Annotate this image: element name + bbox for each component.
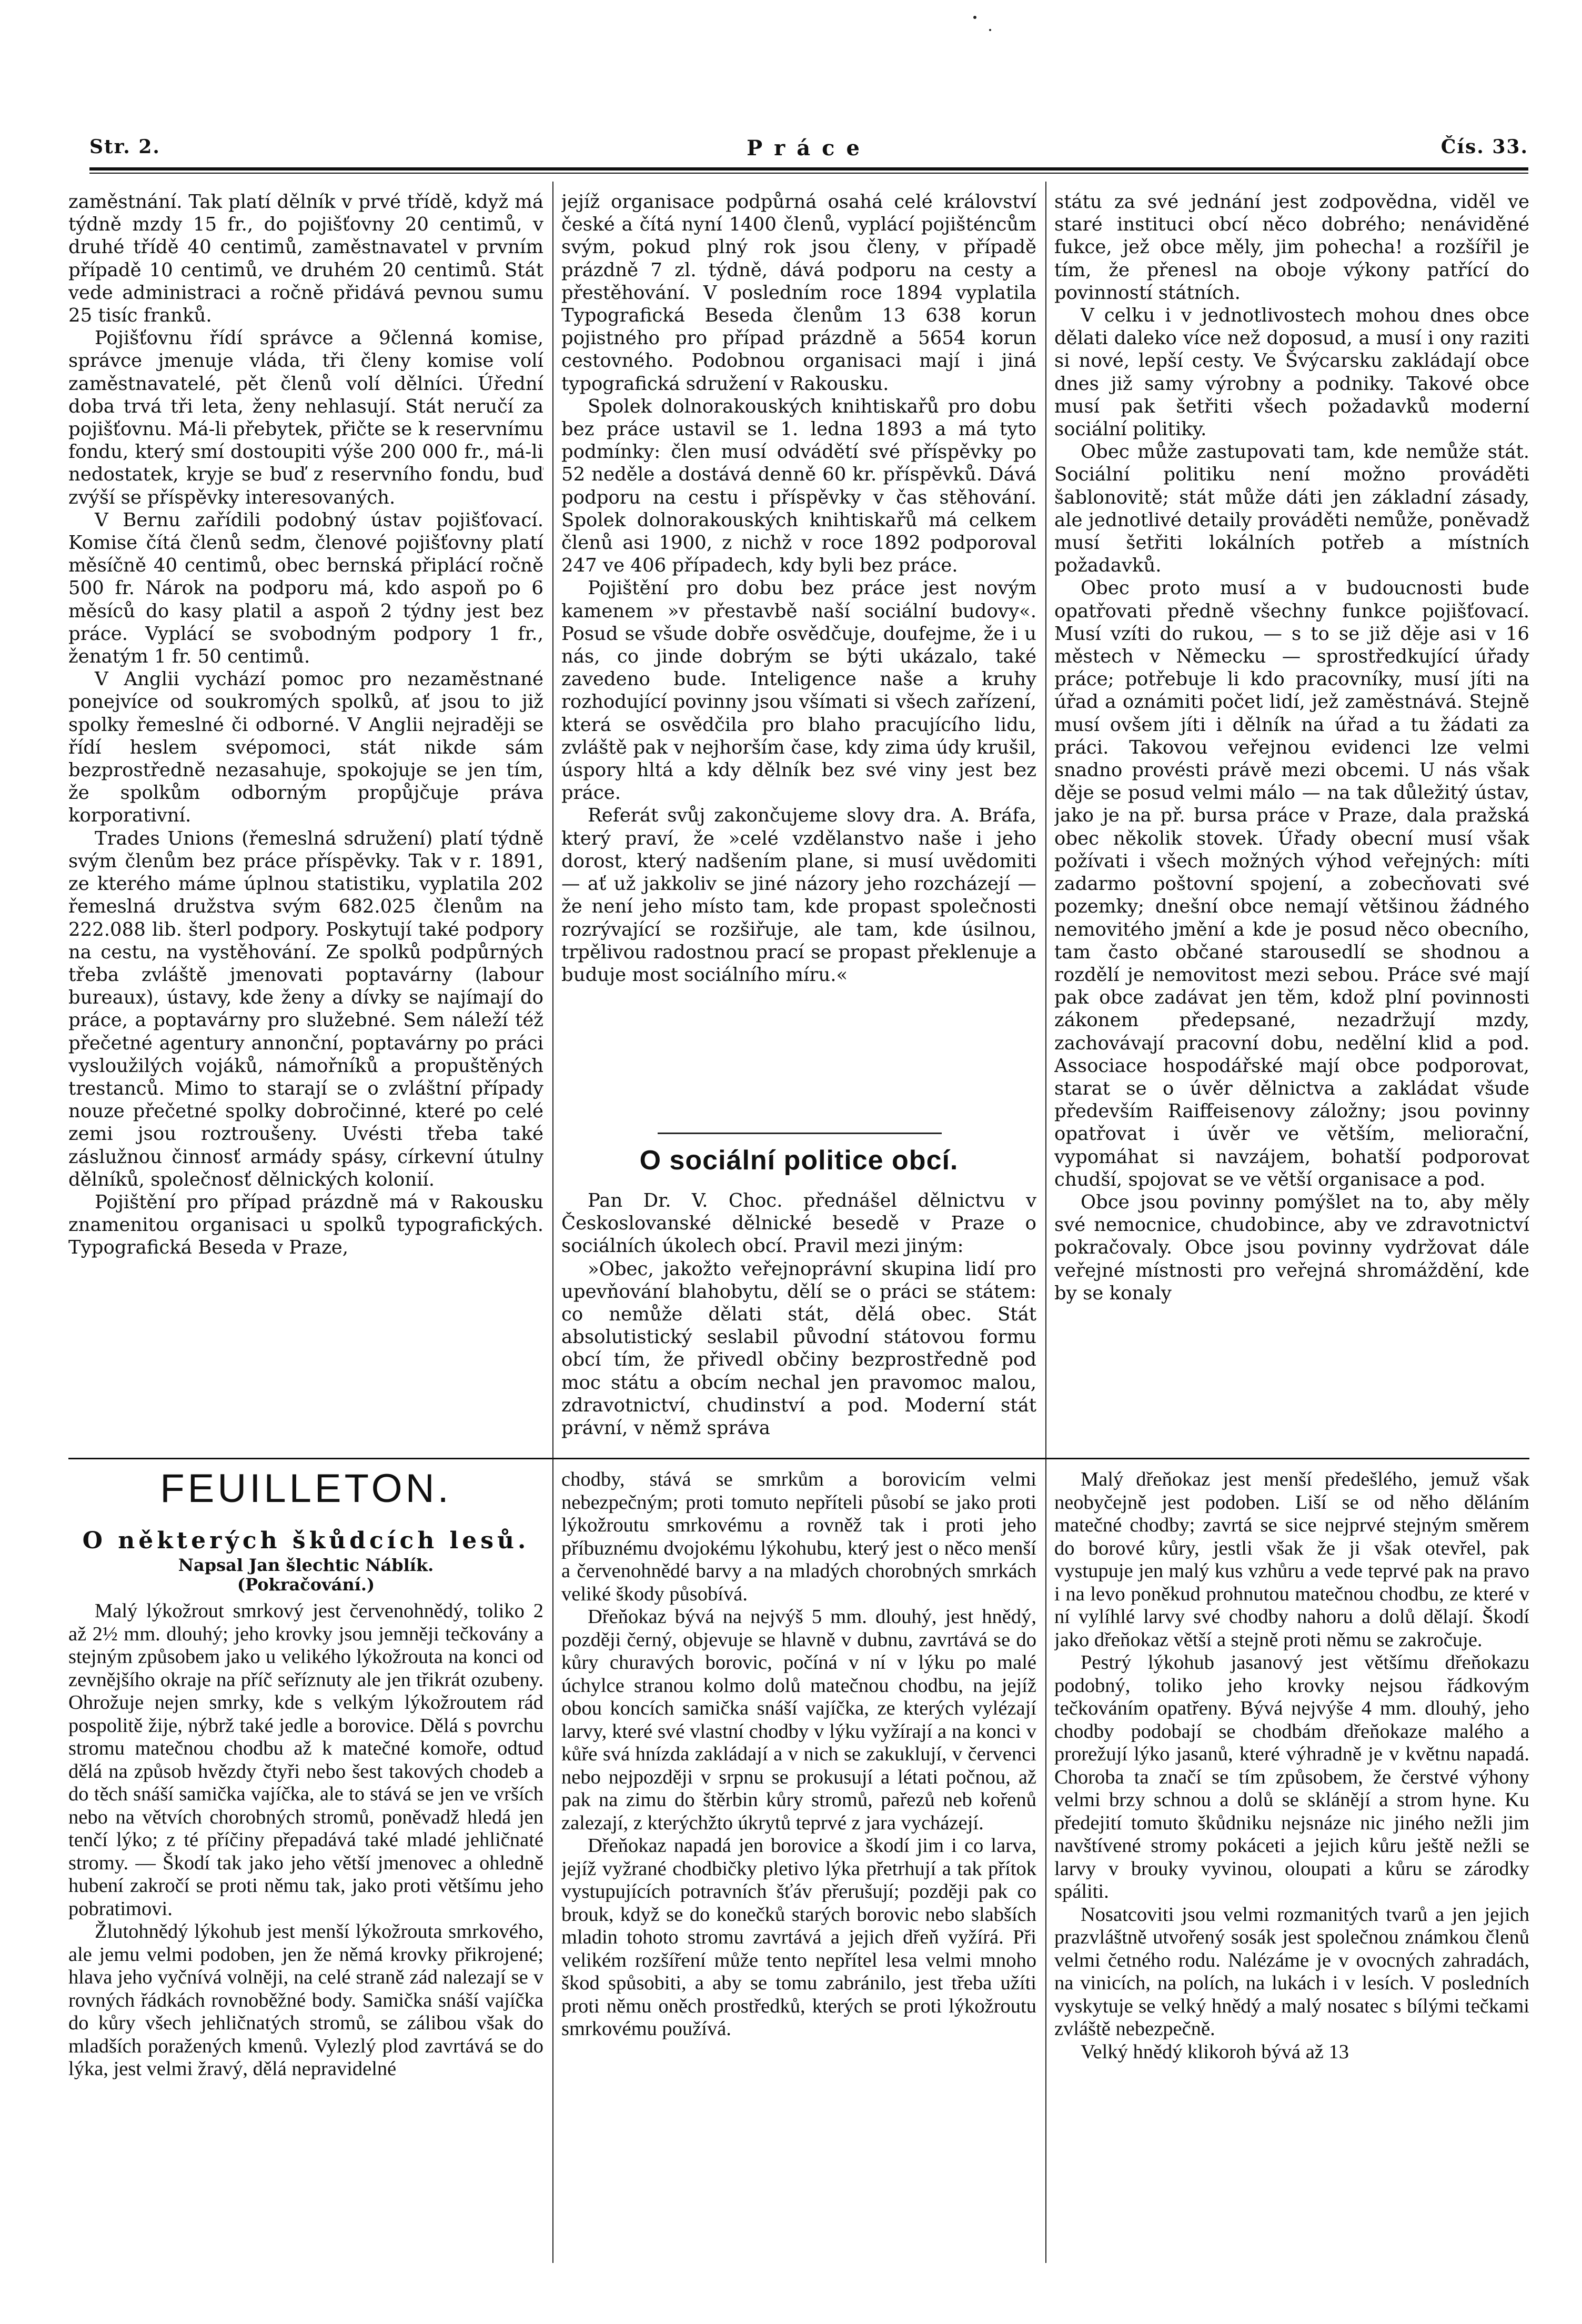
paragraph: zaměstnání. Tak platí dělník v prvé třídě, když má týdně mzdy 15 fr., do pojišťovny 20 centimů, v druhé třídě 40 centimů, zaměstnavatel v prvním případě 10 centimů, ve druhém 20 centimů. Stát vede administraci a ročně přidává pevnou sumu 25 tisíc franků. <box>68 191 543 327</box>
paragraph: Pojištění pro případ prázdně má v Rakousku znamenitou organisaci u spolků typografických. Typografická Beseda v Praze, <box>68 1191 543 1259</box>
paragraph: Žlutohnědý lýkohub jest menší lýkožrouta smrkového, ale jemu velmi podoben, jen že němá krovky přikrojené; hlava jeho vyčnívá volněji, na celé straně zád nalezají se v rovných řádkách rovnoběžné body. Samička snáší vajíčka do kůry všech jehličnatých stromů, se zálibou však do mladších poražených kmenů. Vylezlý plod zavrtává se do lýka, jest velmi žravý, dělá nepravidelné <box>68 1920 543 2080</box>
print-speck <box>973 16 976 19</box>
header-rule <box>89 167 1528 171</box>
paragraph: státu za své jednání jest zodpovědna, viděl ve staré instituci obcí něco dobrého; nenáviděné fukce, jež obce měly, jim pohecha! a rozšířil je tím, že přenesl na oboje výkony patřící do povinností státních. <box>1054 191 1529 304</box>
paragraph: Spolek dolnorakouských knihtiskařů pro dobu bez práce ustavil se 1. ledna 1893 a má tyto podmínky: člen musí odvádětí své příspěvky po 52 neděle a dostává denně 60 kr. příspěvků. Dává podporu na cestu i příspěvky v čas stěhování. Spolek dolnorakouských knihtiskařů má celkem členů asi 1900, z nichž v roce 1892 podporoval 247 ve 406 případech, kdy byli bez práce. <box>561 395 1036 577</box>
paragraph: Obce jsou povinny pomýšlet na to, aby měly své nemocnice, chudobince, aby ve zdravotnictví pokračovaly. Obce jsou povinny vydržovat dále veřejné místnosti pro veřejná shromáždění, kde by se konaly <box>1054 1191 1529 1304</box>
page-header <box>89 136 1528 167</box>
paragraph: Nosatcoviti jsou velmi rozmanitých tvarů a jen jejich prazvláštně utvořený sosák jest společnou známkou členů velmi četného rodu. Nalézáme je v ovocných zahradách, na vinicích, na polích, na lukách i v lesích. V posledních vyskytuje se velký hnědý a malý nosatec s bílými tečkami zvláště nebezpečně. <box>1054 1903 1529 2040</box>
paragraph: Malý lýkožrout smrkový jest červenohnědý, toliko 2 až 2½ mm. dlouhý; jeho krovky jsou jemněji tečkovány a stejným způsobem jako u velikého lýkožrouta na konci od zevnějšího okraje na příč seříznuty ale jen třikrát ozubeny. Ohrožuje nejen smrky, kde s velkým lýkožroutem rád pospolitě žije, nýbrž také jedle a borovice. Dělá s povrchu stromu matečnou chodbu až k matečné komoře, odtud dělá na způsob hvězdy čtyři nebo šest takových chodeb a do těch snáší samička vajíčka, ale to stává se jen ve vrších nebo na větvích chorobných stromů, poněvadž hledá jen tenčí lýko; z té příčiny přepadává také mladé jehličnaté stromy. — Škodí tak jako jeho větší jmenovec a ohledně hubení zakročí se proti němu tak, jako proti většímu jeho pobratimovi. <box>68 1600 543 1920</box>
paragraph: Trades Unions (řemeslná sdružení) platí týdně svým členům bez práce příspěvky. Tak v r. 1891, ze kterého máme úplnou statistiku, vyplatila 202 řemeslná družstva svým 682.025 členům na 222.088 lib. šterl podpory. Poskytují také podpory na cestu, na vystěhování. Ze spolků podpůrných třeba zvláště jmenovati poptavárny (labour bureaux), ústavy, kde ženy a dívky se najímají do práce, a poptavárny pro služebné. Sem náleží též přečetné agentury annonční, poptavárny po práci vysloužilých vojáků, námořníků a propuštěných trestanců. Mimo to starají se o zvláštní případy nouze přečetné spolky dobročinné, které po celé zemi jsou roztroušeny. Uvésti třeba také záslužnou činnosť armády spásy, církevní útulny dělníků, společnosť dělnických kolonií. <box>68 827 543 1190</box>
feuilleton-column-3 <box>1054 1468 1529 2276</box>
feuilleton-subtitle: O některých škůdcích lesů. <box>82 1527 530 1554</box>
paragraph: »Obec, jakožto veřejnoprávní skupina lidí pro upevňování blahobytu, dělí se o práci se státem: co nemůže dělati stát, dělá obec. Stát absolutistický seslabil původní státovou formu obcí tím, že přivedl občiny bezprostředně pod moc státu a obcím nechal jen pravomoc malou, zdravotnictví, chudinství a pod. Moderní stát právní, v němž správa <box>561 1258 1036 1439</box>
section-rule <box>658 1133 942 1134</box>
article-column-2 <box>561 191 1036 1154</box>
paragraph: chodby, stává se smrkům a borovicím velmi nebezpečným; proti tomuto nepříteli působí se jako proti lýkožroutu smrkovému a rovněž tak i proti jeho příbuznému dvojokému lýkohubu, který jest o něco menší a červenohnědé barvy a na mladých chorobných smrkách veliké škody působívá. <box>561 1468 1036 1605</box>
paragraph: Pojištění pro dobu bez práce jest novým kamenem »v přestavbě naší sociální budovy«. Posud se všude dobře osvědčuje, doufejme, že i u nás, co jinde dobrým se býti ukázalo, také zavedeno bude. Inteligence naše a kruhy rozhodující povinny jsou všímati si všech zařízení, která se osvědčila pro blaho pracujícího lidu, zvláště pak v nejhorším čase, kdy zima údy krušil, úspory hltá a kdy dělník bez své viny jest bez práce. <box>561 577 1036 804</box>
feuilleton-author: Napsal Jan šlechtic Náblík. <box>178 1555 434 1575</box>
paragraph: Velký hnědý klikoroh bývá až 13 <box>1081 2040 1349 2063</box>
column-divider-2 <box>1045 182 1046 2263</box>
feuilleton-column-2 <box>561 1468 1036 2276</box>
header-rule-thin <box>89 173 1528 174</box>
paragraph: Pestrý lýkohub jasanový jest většímu dřeňokazu podobný, toliko jeho krovky nejsou řádkovým tečkováním opatřeny. Bývá nejvýše 4 mm. dlouhý, jeho chodby podobají se chodbám dřeňokaze malého a prorežují lýko jasanů, které výhradně je v květnu napadá. Choroba ta značí se tím způsobem, že čerstvé výhony velmi brzy schnou a dolů se sklánějí a strom hyne. Ku předejití tomuto škůdniku nejsnáze nic jiného nežli jim navštívené stromy pokáceti a jejich kůru ještě nežli se larvy v brouky vyvinou, oloupati a kůru se zárodky spáliti. <box>1054 1651 1529 1902</box>
column-divider-1 <box>552 182 553 2263</box>
paragraph: V celku i v jednotlivostech mohou dnes obce dělati daleko více než doposud, a musí i ony raziti si nové, lepší cesty. Ve Švýcarsku zakládají obce dnes již samy výrobny a podniky. Takové obce musí pak šetřiti všech požadavků moderní sociální politiky. <box>1054 305 1529 440</box>
paragraph: V Bernu zařídili podobný ústav pojišťovací. Komise čítá členů sedm, členové pojišťovny platí měsíčně 40 centimů, obec bernská připlácí ročně 500 fr. Nárok na podporu má, kdo aspoň po 6 měsíců do kasy platil a aspoň 2 týdny jest bez práce. Vyplácí se svobodným podpory 1 fr., ženatým 1 fr. 50 centimů. <box>68 509 543 668</box>
paragraph: Dřeňokaz napadá jen borovice a škodí jim i co larva, jejíž vyžrané chodbičky pletivo lýka přetrhují a tak přítok vystupujících potravních šťáv přerušují; později pak co brouk, když se do konečků starých borovic nebo slabších mladin tohoto stromu zavrtává a jejich dřeň vyžírá. Při velikém rozšíření může tento nepřítel lesa velmi mnoho škod spůsobiti, a aby se tomu zabránilo, jest třeba užíti proti němu oněch prostředků, kterých se proti lýkožroutu smrkovému používá. <box>561 1835 1036 2040</box>
issue-number: Čís. 33. <box>1440 136 1528 158</box>
paragraph: Referát svůj zakončujeme slovy dra. A. Bráfa, který praví, že »celé vzdělanstvo naše i jeho dorost, který nadšením plane, si musí uvědomiti — ať už jakkoliv se jiné názory jeho rozcházejí — že není jeho místo tam, kde propast společnosti rozrývající se rozšiřuje, ale tam, kde úsilnou, trpělivou radostnou prací se propast překlenuje a buduje most sociálního míru.« <box>561 805 1036 986</box>
feuilleton-rule <box>68 1458 1529 1459</box>
article-column-3 <box>1054 191 1529 1451</box>
paragraph: jejíž organisace podpůrná osahá celé království české a čítá nyní 1400 členů, vyplácí pojišténcům svým, pokud plný rok jsou členy, v případě prázdně 7 zl. týdně, dává podporu na cesty a přestěhování. V posledním roce 1894 vyplatila Typografická Beseda členům 13 638 korun pojistného pro případ prázdně a 5654 korun cestovného. Podobnou organisaci mají i jiná typografická sdružení v Rakousku. <box>561 191 1036 395</box>
page-number: Str. 2. <box>89 136 160 158</box>
paragraph: Malý dřeňokaz jest menší předešlého, jemuž však neobyčejně jest podoben. Liší se od něho děláním matečné chodby; zavrtá se sice nejprvé stejným směrem do borové kůry, jestli však že ji však otevřel, pak vystupuje jen malý kus vzhůru a vede teprvé pak na pravo i na levo poněkud prohnutou matečnou chodbu, ze které v ní vylíhlé larvy své chodby nahoru a dolů dělají. Škodí jako dřeňokaz větší a stejně proti němu se zakročuje. <box>1054 1468 1529 1651</box>
feuilleton-column-1 <box>68 1600 543 2276</box>
paragraph: Dřeňokaz bývá na nejvýš 5 mm. dlouhý, jest hnědý, později černý, objevuje se hlavně v dubnu, zavrtává se do kůry churavých borovic, počíná v ní v lýku po malé úchylce stranou kolmo dolů matečnou chodbu, na jejíž obou koncích samička snáší vajíčka, ze kterých vylézají larvy, které své vlastní chodby v lýku vyžírají a na konci v kůře svá hnízda zakládají a v nich se zakuklují, v červenci nebo nejpozději v srpnu se prokusují a létati počnou, až pak na zimu do štěrbin kůry stromů, pařezů neb kořenů zalezají, z kterýchžto úkrytů teprvé z jara vycházejí. <box>561 1606 1036 1834</box>
paragraph: V Anglii vychází pomoc pro nezaměstnané ponejvíce od soukromých spolků, ať jsou to již spolky řemeslné či odborné. V Anglii nejraději se řídí heslem svépomoci, stát nikde sám bezprostředně nezasahuje, spokojuje se jen tím, že spolkům odborným propůjčuje práva korporativní. <box>68 668 543 827</box>
article-column-2-section <box>561 1189 1036 1450</box>
article-column-1 <box>68 191 543 1451</box>
paragraph: Obec může zastupovati tam, kde nemůže stát. Sociální politiku není možno prováděti šablonovitě; stát může dáti jen základní zásady, ale jednotlivé detaily prováděti nemůže, poněvadž musí šetřiti lokálních potřeb a místních požadavků. <box>1054 441 1529 577</box>
paragraph: Pan Dr. V. Choc. přednášel dělnictvu v Českoslovanské dělnické besedě v Praze o sociálních úkolech obcí. Pravil mezi jiným: <box>561 1190 1036 1257</box>
feuilleton-title: FEUILLETON. <box>160 1466 452 1511</box>
print-speck <box>989 29 991 31</box>
paragraph: Obec proto musí a v budoucnosti bude opatřovati předně všechny funkce pojišťovací. Musí vzíti do rukou, — s to se již děje asi v 16 městech v Německu — sprostředkující úřady práce; potřebuje li kdo pracovníky, musí jíti na úřad a oznámiti počet lidí, jež zaměstnává. Stejně musí ovšem jíti i dělník na úřad a tu žádati za práci. Takovou veřejnou evidenci lze velmi snadno provésti právě mezi obcemi. U nás však děje se posud velmi málo — na tak důležitý ústav, jako je na př. bursa práce v Praze, dala pražská obec několik stovek. Úřady obecní musí však požívati i všech možných výhod veřejných: míti zadarmo poštovní spojení, a zobecňovati své pozemky; dnešní obce nemají většinou žádného nemovitého jmění a kde je posud něco obecního, tam často občané starousedlí se shodnou a rozdělí je nemovitost mezi sebou. Práce své mají pak obce zadávat jen těm, kdož plní povinnosti zákonem předepsané, nezadržují mzdy, zachovávají pracovní dobu, nedělní klid a pod. Associace hospodářské mají obce podporovat, starat se o úvěr dělnictva a zakládat všude především Raiffeisenovy záložny; jsou povinny opatřovat i úvěr ve větším, meliorační, vypomáhat si navzájem, bohatší podporovat chudší, spojovat se ve větší organisace a pod. <box>1054 577 1529 1190</box>
newspaper-title: Práce <box>747 136 871 161</box>
section-heading: O sociální politice obcí. <box>639 1145 959 1176</box>
paragraph: Pojišťovnu řídí správce a 9členná komise, správce jmenuje vláda, tři členy komise volí zaměstnavatelé, pět členů volí dělníci. Úřední doba trvá tři leta, ženy nehlasují. Stát neručí za pojišťovnu. Má-li přebytek, přičte se k reservnímu fondu, který smí dostoupiti výše 200 000 fr., má-li nedostatek, kryje se buď z reservního fondu, buď zvýší se příspěvky interesovaných. <box>68 327 543 508</box>
feuilleton-continued: (Pokračování.) <box>237 1575 375 1595</box>
